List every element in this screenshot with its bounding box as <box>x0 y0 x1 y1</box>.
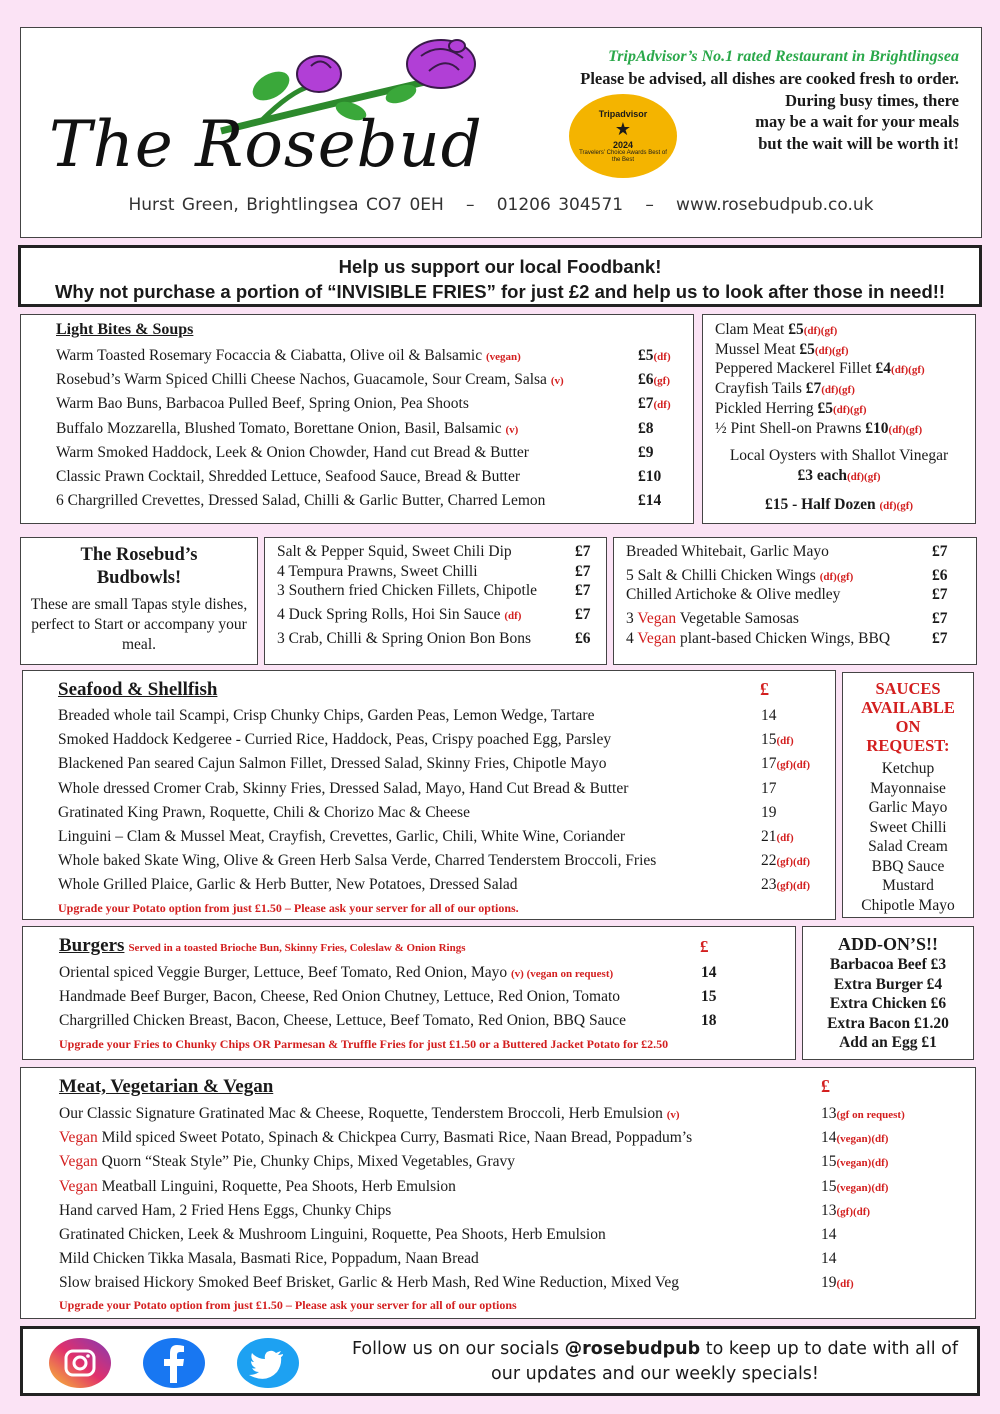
item-text: Handmade Beef Burger, Bacon, Cheese, Red Onion Chutney, Lettuce, Red Onion, Tomato <box>59 988 621 1006</box>
tripadvisor-badge <box>569 94 677 178</box>
addons-panel <box>802 926 974 1060</box>
social-handle[interactable]: @rosebudpub <box>564 1339 701 1359</box>
item-text: Warm Bao Buns, Barbacoa Pulled Beef, Spring Onion, Pea Shoots <box>56 395 469 413</box>
item-name <box>277 630 531 648</box>
diet-tag: (gf on request) <box>836 1109 905 1121</box>
diet-tag: (df)(gf) <box>821 384 855 397</box>
item-price <box>821 1153 888 1171</box>
price-value: 17 <box>761 779 777 797</box>
item-name <box>56 395 469 413</box>
price-value: 14 <box>821 1129 837 1147</box>
item-price: 14 <box>701 964 717 981</box>
sauce-item: Mustard <box>882 877 934 894</box>
price-value: £14 <box>638 492 662 510</box>
item-name <box>626 586 840 604</box>
section-title: Burgers <box>59 935 125 956</box>
shellfish-item <box>715 321 837 339</box>
light-bites-section <box>20 314 694 524</box>
sauce-item: Chipotle Mayo <box>861 896 955 914</box>
diet-tag: (df)(gf) <box>814 344 849 357</box>
diet-tag: (gf)(df) <box>776 856 811 869</box>
website-link[interactable]: www.rosebudpub.co.uk <box>676 195 874 215</box>
item-name <box>59 1012 626 1030</box>
oysters-each-price: £3 each <box>797 467 847 484</box>
price-value: 23 <box>761 876 777 894</box>
item-text: Warm Toasted Rosemary Focaccia & Ciabatta, Olive oil & Balsamic <box>56 347 483 364</box>
item-name: Breaded whole tail Scampi, Crisp Chunky Chips, Garden Peas, Lemon Wedge, Tartare <box>58 707 595 724</box>
diet-tag: (vegan)(df) <box>836 1133 889 1146</box>
item-name <box>59 1153 515 1171</box>
item-price: £7 <box>932 543 948 560</box>
advice-line: may be a wait for your meals <box>755 112 959 131</box>
sauces-title-line: SAUCES <box>875 679 941 698</box>
item-name <box>59 1178 456 1196</box>
social-footer <box>20 1326 980 1396</box>
item-text: Meatball Linguini, Roquette, Pea Shoots, Herb Emulsion <box>97 1177 456 1195</box>
diet-tag: (df)(gf) <box>888 423 923 436</box>
item-price: £7 <box>575 543 591 560</box>
upgrade-note: Upgrade your Potato option from just £1.50 – Please ask your server for all of our options. <box>58 901 519 915</box>
item-text: Our Classic Signature Gratinated Mac & Cheese, Roquette, Tenderstem Broccoli, Herb Emulsion <box>59 1105 663 1122</box>
addon-item: Barbacoa Beef £3 <box>829 956 947 973</box>
price-value: 14 <box>761 707 777 724</box>
item-name <box>277 563 478 581</box>
currency-header: £ <box>700 937 709 956</box>
item-price <box>821 1202 870 1220</box>
item-name <box>56 492 545 510</box>
half-dozen <box>703 496 975 514</box>
item-price: £7 <box>932 586 948 603</box>
diet-tag: (v) (vegan on request) <box>511 968 614 980</box>
advice-line: Please be advised, all dishes are cooked fresh to order. <box>580 69 959 88</box>
price-value: 17 <box>761 755 777 773</box>
item-price: £5 <box>788 321 804 338</box>
shellfish-item <box>715 360 925 378</box>
budbowls-column-1 <box>264 537 607 665</box>
diet-tag: (df) <box>653 351 671 363</box>
item-price <box>761 804 777 822</box>
separator: – <box>466 195 475 215</box>
diet-tag: (vegan)(df) <box>836 1157 889 1170</box>
item-price <box>761 731 794 749</box>
item-text: 3 Southern fried Chicken Fillets, Chipotle <box>277 582 538 599</box>
item-name <box>626 630 890 648</box>
item-text: Rosebud’s Warm Spiced Chilli Cheese Nachos, Guacamole, Sour Cream, Salsa <box>56 371 547 389</box>
item-price: £7 <box>575 606 591 623</box>
advice-line: but the wait will be worth it! <box>758 133 959 153</box>
item-name <box>59 1202 391 1220</box>
item-name: Gratinated King Prawn, Roquette, Chili & Chorizo Mac & Cheese <box>58 803 470 821</box>
item-price: £6 <box>575 630 591 647</box>
item-text: Pickled Herring <box>715 399 814 417</box>
item-text: Slow braised Hickory Smoked Beef Brisket, Garlic & Herb Mash, Red Wine Reduction, Mixed Veg <box>59 1274 679 1292</box>
sauce-item: Garlic Mayo <box>868 799 948 816</box>
badge-brand: Tripadvisor <box>598 108 648 119</box>
item-text: plant-based Chicken Wings, BBQ <box>676 630 891 647</box>
diet-tag: (vegan)(df) <box>836 1181 889 1194</box>
diet-tag: (v) <box>666 1109 680 1121</box>
diet-tag: (df)(gf) <box>891 364 925 377</box>
price-value: 13 <box>821 1201 837 1219</box>
item-price <box>638 395 671 413</box>
item-price: £7 <box>805 380 822 398</box>
item-text: Chargrilled Chicken Breast, Bacon, Cheese, Lettuce, Beef Tomato, Red Onion, BBQ Sauce <box>59 1012 626 1030</box>
item-price: £7 <box>932 630 948 647</box>
item-text: Hand carved Ham, 2 Fried Hens Eggs, Chunky Chips <box>59 1201 392 1219</box>
item-price: £5 <box>817 399 833 417</box>
item-name <box>56 420 518 438</box>
item-price: £7 <box>575 562 591 580</box>
item-name <box>59 1105 680 1123</box>
budbowls-title <box>21 544 257 590</box>
item-text: 3 Crab, Chilli & Spring Onion Bon Bons <box>277 630 532 647</box>
diet-tag: (gf)(df) <box>836 1205 871 1218</box>
foodbank-banner <box>18 245 982 307</box>
oysters-line: Local Oysters with Shallot Vinegar <box>729 447 949 464</box>
item-name <box>56 444 529 462</box>
item-name <box>277 543 512 561</box>
item-text: Salt & Pepper Squid, Sweet Chili Dip <box>277 543 512 560</box>
item-name: Blackened Pan seared Cajun Salmon Fillet, Dressed Salad, Skinny Fries, Chipotle Mayo <box>58 755 607 773</box>
item-price <box>638 347 671 365</box>
item-name: Whole dressed Cromer Crab, Skinny Fries, Dressed Salad, Mayo, Hand Cut Bread & Butter <box>58 779 629 797</box>
advice-line: During busy times, there <box>785 90 959 110</box>
item-price: £6 <box>932 567 948 584</box>
price-value: £9 <box>638 443 654 461</box>
item-text: Breaded Whitebait, Garlic Mayo <box>626 543 829 560</box>
price-value: £6 <box>638 371 654 389</box>
item-prefix: 4 <box>626 630 638 647</box>
badge-year: 2024 <box>612 139 634 150</box>
diet-tag: (df)(gf) <box>832 403 867 416</box>
section-title: Seafood & Shellfish <box>58 679 218 700</box>
item-price <box>761 755 810 773</box>
budbowls-description: These are small Tapas style dishes, perfect to Start or accompany your meal. <box>30 596 248 653</box>
sauces-title <box>843 679 973 755</box>
price-value: £5 <box>638 347 654 364</box>
item-price <box>638 420 654 438</box>
item-name <box>59 964 613 982</box>
price-value: 15 <box>821 1153 837 1171</box>
budbowls-title-line: The Rosebud’s <box>80 545 198 565</box>
diet-tag: (gf)(df) <box>776 759 811 772</box>
separator: – <box>645 195 654 215</box>
shellfish-item <box>715 341 849 359</box>
trophy-icon: ★ <box>614 118 632 139</box>
item-price: £7 <box>932 610 948 627</box>
diet-tag: (df)(gf) <box>846 471 881 483</box>
price-value: 21 <box>761 828 777 845</box>
instagram-icon[interactable] <box>48 1337 112 1389</box>
item-name <box>626 610 799 628</box>
item-price: £10 <box>865 419 889 437</box>
logo-text: The Rosebud <box>49 108 483 182</box>
item-text: Mild spiced Sweet Potato, Spinach & Chickpea Curry, Basmati Rice, Naan Bread, Poppadum’s <box>97 1129 693 1147</box>
item-text: Mussel Meat <box>715 340 796 358</box>
item-text: Mild Chicken Tikka Masala, Basmati Rice, Poppadum, Naan Bread <box>59 1250 479 1268</box>
addon-item: Extra Burger £4 <box>833 975 943 993</box>
item-name <box>59 1226 606 1244</box>
addon-item: Extra Chicken £6 <box>829 995 947 1012</box>
item-price <box>821 1105 905 1123</box>
item-text: Buffalo Mozzarella, Blushed Tomato, Borettane Onion, Basil, Balsamic <box>56 419 502 437</box>
item-name <box>277 606 521 624</box>
tripadvisor-tagline: TripAdvisor’s No.1 rated Restaurant in Brightlingsea <box>608 48 959 65</box>
half-dozen-price: £15 - Half Dozen <box>764 496 876 513</box>
sauce-item: BBQ Sauce <box>871 857 945 875</box>
diet-tag: (df)(gf) <box>879 500 914 512</box>
item-price <box>821 1129 888 1147</box>
foodbank-line1: Help us support our local Foodbank! <box>338 256 662 277</box>
item-name: Linguini – Clam & Mussel Meat, Crayfish, Crevettes, Garlic, Chili, White Wine, Coriander <box>58 828 626 845</box>
contact-line <box>21 195 981 215</box>
section-title: Meat, Vegetarian & Vegan <box>59 1076 274 1097</box>
diet-tag: (gf) <box>653 375 670 388</box>
price-value: £8 <box>638 419 654 437</box>
addons-title: ADD-ON’S!! <box>838 934 938 954</box>
item-text: Peppered Mackerel Fillet <box>715 360 872 378</box>
budbowls-intro <box>20 537 258 665</box>
item-text: ½ Pint Shell-on Prawns <box>715 419 862 437</box>
item-price <box>638 492 661 510</box>
currency-header: £ <box>821 1076 830 1096</box>
item-name <box>626 567 853 585</box>
item-name <box>56 468 520 486</box>
burgers-section <box>22 926 796 1060</box>
item-price: 15 <box>701 988 717 1006</box>
burgers-header <box>59 935 466 957</box>
vegan-label: Vegan <box>59 1129 98 1147</box>
item-price <box>821 1178 888 1196</box>
sauces-panel <box>842 672 974 918</box>
sauce-item: Mayonnaise <box>870 779 946 797</box>
item-price <box>821 1226 837 1244</box>
price-value: 14 <box>821 1226 837 1243</box>
address: Hurst Green, Brightlingsea CO7 0EH <box>128 195 444 215</box>
price-value: 14 <box>821 1250 837 1268</box>
diet-tag: (df) <box>776 735 794 748</box>
vegan-label: Vegan <box>59 1177 98 1195</box>
item-text: 4 Tempura Prawns, Sweet Chilli <box>277 562 478 580</box>
sauce-item: Salad Cream <box>868 838 948 855</box>
item-name <box>626 543 829 561</box>
header-panel <box>20 27 982 238</box>
item-text: Warm Smoked Haddock, Leek & Onion Chowder, Hand cut Bread & Butter <box>56 443 529 461</box>
price-value: 19 <box>761 803 777 821</box>
currency-header: £ <box>760 679 769 699</box>
foodbank-line2: Why not purchase a portion of “INVISIBLE FRIES” for just £2 and help us to look after those in need!! <box>54 281 946 302</box>
diet-tag: (df) <box>653 399 671 412</box>
item-name <box>59 1274 679 1292</box>
item-price <box>761 707 777 725</box>
price-value: 13 <box>821 1105 837 1122</box>
item-text: Vegetable Samosas <box>676 610 799 627</box>
social-text <box>345 1337 965 1387</box>
shellfish-item <box>715 400 867 418</box>
item-price <box>761 828 794 846</box>
facebook-icon[interactable] <box>142 1337 206 1389</box>
vegan-label: Vegan <box>59 1153 98 1171</box>
budbowls-column-2 <box>613 537 977 665</box>
item-name: Smoked Haddock Kedgeree - Curried Rice, Haddock, Peas, Crispy poached Egg, Parsley <box>58 731 612 749</box>
price-value: £7 <box>638 395 654 413</box>
item-text: 4 Duck Spring Rolls, Hoi Sin Sauce <box>277 606 501 623</box>
diet-tag: (v) <box>505 423 519 436</box>
diet-tag: (gf)(df) <box>776 880 811 893</box>
seafood-section <box>22 670 836 920</box>
diet-tag: (df)(gf) <box>819 571 854 583</box>
twitter-icon[interactable] <box>236 1337 300 1389</box>
item-name: Whole baked Skate Wing, Olive & Green Herb Salsa Verde, Charred Tenderstem Broccoli, Fries <box>58 852 657 870</box>
item-name: Whole Grilled Plaice, Garlic & Herb Butter, New Potatoes, Dressed Salad <box>58 876 518 894</box>
diet-tag: (vegan) <box>485 351 521 363</box>
item-text: Quorn “Steak Style” Pie, Chunky Chips, Mixed Vegetables, Gravy <box>97 1153 516 1171</box>
item-text: Oriental spiced Veggie Burger, Lettuce, Beef Tomato, Red Onion, Mayo <box>59 964 508 981</box>
item-name <box>56 371 564 389</box>
budbowls-title-line: Budbowls! <box>96 568 182 588</box>
vegan-label: Vegan <box>637 630 677 647</box>
upgrade-note: Upgrade your Fries to Chunky Chips OR Parmesan & Truffle Fries for just £1.50 or a Buttered Jacket Potato for £2.50 <box>59 1037 669 1051</box>
item-text: Clam Meat <box>715 321 785 338</box>
price-value: 15 <box>821 1177 837 1195</box>
shellfish-item <box>715 380 855 398</box>
item-text: Gratinated Chicken, Leek & Mushroom Linguini, Roquette, Pea Shoots, Herb Emulsion <box>59 1226 606 1243</box>
diet-tag: (df) <box>776 832 794 844</box>
phone[interactable]: 01206 304571 <box>496 195 624 215</box>
sauce-item: Sweet Chilli <box>869 818 947 836</box>
item-price <box>761 876 810 894</box>
item-price <box>821 1274 854 1292</box>
sauce-item: Ketchup <box>881 760 935 777</box>
upgrade-note: Upgrade your Potato option from just £1.50 – Please ask your server for all of our options <box>59 1298 517 1312</box>
vegan-label: Vegan <box>637 610 677 627</box>
addon-item: Extra Bacon £1.20 <box>827 1014 949 1032</box>
oysters-each <box>703 467 975 485</box>
item-price <box>638 468 661 486</box>
item-prefix: 3 <box>626 610 638 627</box>
diet-tag: (v) <box>550 375 564 388</box>
shellfish-item <box>715 420 922 438</box>
social-text-before: Follow us on our socials <box>351 1339 565 1359</box>
addon-item: Add an Egg £1 <box>839 1034 937 1051</box>
item-name <box>59 988 620 1006</box>
item-price <box>761 852 810 870</box>
item-name <box>56 347 521 365</box>
sauces-title-line: ON <box>895 717 921 736</box>
price-value: 22 <box>761 852 777 870</box>
item-price: 18 <box>701 1012 717 1030</box>
burgers-subtitle: Served in a toasted Brioche Bun, Skinny Fries, Coleslaw & Onion Rings <box>128 942 466 954</box>
item-price: £4 <box>875 360 892 378</box>
item-price <box>761 780 777 798</box>
item-price <box>821 1250 837 1268</box>
price-value: £10 <box>638 468 662 485</box>
item-text: 6 Chargrilled Crevettes, Dressed Salad, Chilli & Garlic Butter, Charred Lemon <box>56 492 546 510</box>
diet-tag: (df) <box>836 1278 854 1291</box>
item-name <box>59 1250 479 1268</box>
item-price <box>638 444 654 462</box>
item-price <box>638 371 670 389</box>
item-price: £7 <box>575 582 591 599</box>
section-title: Light Bites & Soups <box>56 321 194 338</box>
social-text-after: to keep up to date with all of our updates and our weekly specials! <box>491 1339 959 1384</box>
price-value: 15 <box>761 731 777 749</box>
item-text: Chilled Artichoke & Olive medley <box>626 586 841 603</box>
badge-caption: Travelers’ Choice Awards Best of the Best <box>579 149 667 163</box>
price-value: 19 <box>821 1274 837 1292</box>
diet-tag: (df) <box>504 610 522 622</box>
sauces-title-line: AVAILABLE <box>861 698 955 717</box>
item-text: Classic Prawn Cocktail, Shredded Lettuce, Seafood Sauce, Bread & Butter <box>56 468 521 485</box>
item-name <box>277 582 537 600</box>
diet-tag: (df)(gf) <box>803 325 838 337</box>
item-text: Crayfish Tails <box>715 380 802 398</box>
item-price: £5 <box>799 340 815 358</box>
meat-veg-section <box>20 1067 976 1319</box>
sauces-title-line: REQUEST: <box>866 736 950 755</box>
item-text: 5 Salt & Chilli Chicken Wings <box>626 567 816 584</box>
item-name <box>59 1129 692 1147</box>
shellfish-side-panel <box>702 314 976 524</box>
